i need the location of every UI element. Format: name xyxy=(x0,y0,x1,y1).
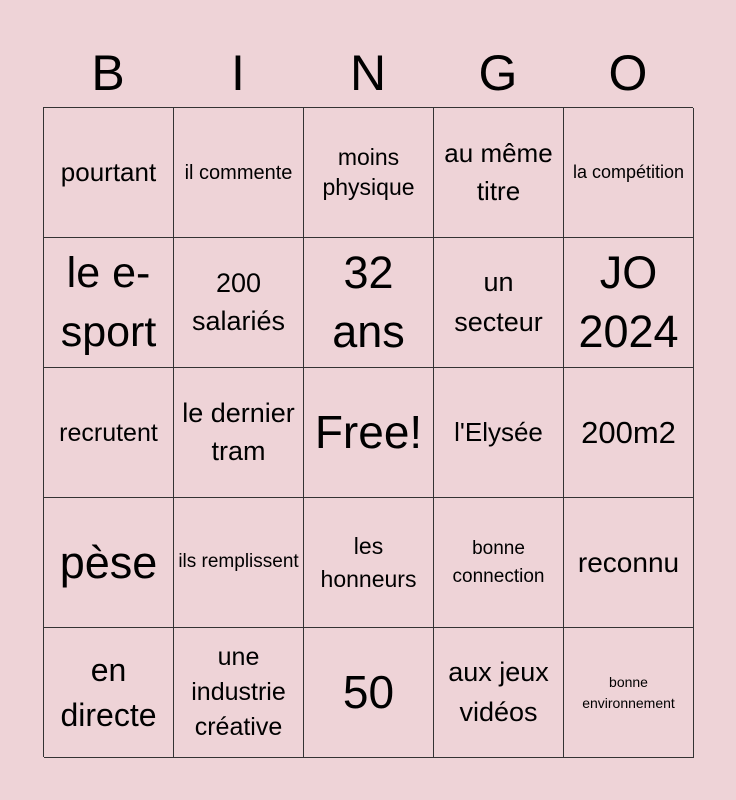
cell-text: un secteur xyxy=(454,267,543,337)
header-letter-n: N xyxy=(349,45,387,101)
bingo-grid xyxy=(43,107,693,757)
cell-text: une industrie créative xyxy=(191,643,286,741)
cell-text: 200m2 xyxy=(581,414,676,450)
bingo-cell[interactable] xyxy=(434,238,564,368)
header-letter-b: B xyxy=(91,45,125,101)
cell-text: JO 2024 xyxy=(578,247,679,357)
cell-text: en directe xyxy=(60,651,157,733)
cell-text: au même titre xyxy=(444,137,553,206)
bingo-cell[interactable] xyxy=(434,368,564,498)
cell-text: ils remplissent xyxy=(178,551,299,573)
free-space[interactable] xyxy=(304,368,434,498)
bingo-cell[interactable] xyxy=(304,628,434,758)
bingo-cell[interactable] xyxy=(434,108,564,238)
bingo-cell[interactable] xyxy=(174,628,304,758)
bingo-cell[interactable] xyxy=(434,498,564,628)
bingo-cell[interactable] xyxy=(564,628,694,758)
cell-text: 32 ans xyxy=(332,247,405,357)
bingo-cell[interactable] xyxy=(564,108,694,238)
bingo-cell[interactable] xyxy=(174,498,304,628)
cell-text: l'Elysée xyxy=(454,416,543,447)
bingo-cell[interactable] xyxy=(564,498,694,628)
cell-text: recrutent xyxy=(59,418,158,447)
bingo-cell[interactable] xyxy=(304,108,434,238)
cell-text: le e-sport xyxy=(60,249,157,356)
cell-text: les honneurs xyxy=(320,533,417,592)
cell-text: la compétition xyxy=(572,162,685,183)
bingo-cell[interactable] xyxy=(44,108,174,238)
cell-text: Free! xyxy=(314,405,423,458)
header-letter-i: I xyxy=(231,45,245,101)
cell-text: il commente xyxy=(184,161,293,184)
bingo-cell[interactable] xyxy=(304,238,434,368)
cell-text: aux jeux vidéos xyxy=(448,657,549,727)
bingo-cell[interactable] xyxy=(44,238,174,368)
bingo-cell[interactable] xyxy=(564,368,694,498)
bingo-cell[interactable] xyxy=(174,368,304,498)
bingo-header xyxy=(43,40,693,106)
bingo-cell[interactable] xyxy=(434,628,564,758)
cell-text: bonne connection xyxy=(452,537,545,587)
bingo-cell[interactable] xyxy=(304,498,434,628)
bingo-cell[interactable] xyxy=(44,498,174,628)
cell-text: 200 salariés xyxy=(191,267,286,336)
cell-text: bonne environnement xyxy=(582,673,675,711)
cell-text: pourtant xyxy=(60,156,157,187)
cell-text: le dernier tram xyxy=(182,397,295,466)
cell-text: 50 xyxy=(342,665,395,718)
header-letter-g: G xyxy=(478,45,518,101)
cell-text: pèse xyxy=(59,536,158,588)
bingo-cell[interactable] xyxy=(174,238,304,368)
cell-text: moins physique xyxy=(322,143,415,200)
bingo-cell[interactable] xyxy=(174,108,304,238)
bingo-cell[interactable] xyxy=(44,368,174,498)
bingo-cell[interactable] xyxy=(44,628,174,758)
bingo-cell[interactable] xyxy=(564,238,694,368)
cell-text: reconnu xyxy=(577,546,680,578)
header-letter-o: O xyxy=(608,45,648,101)
